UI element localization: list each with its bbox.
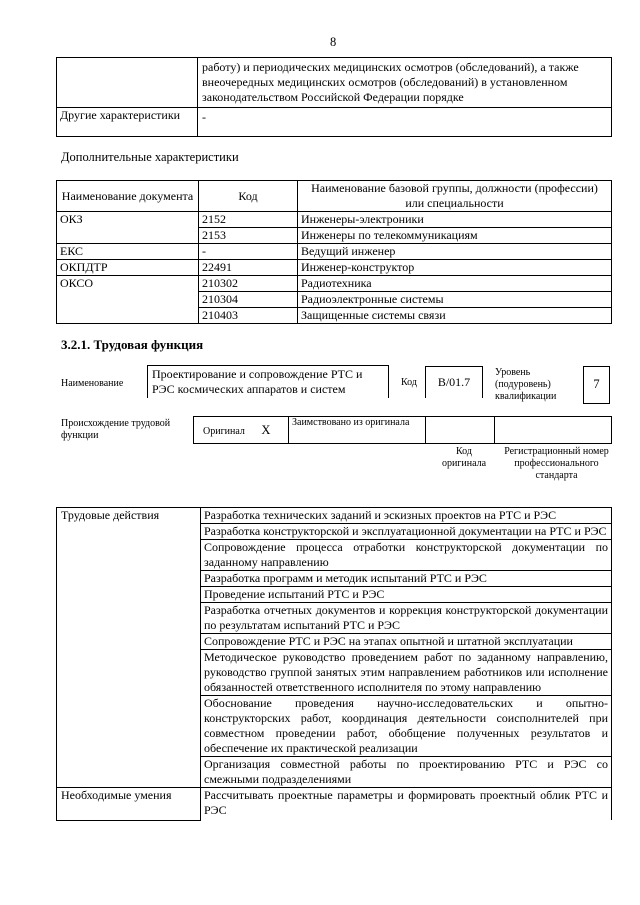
function-heading: 3.2.1. Трудовая функция: [61, 337, 204, 352]
function-name-value: Проектирование и сопровождение РТС и РЭС космических аппаратов и систем: [152, 367, 363, 396]
registration-caption: Регистрационный номер профессионального стандарта: [504, 446, 609, 481]
additional-name: Радиотехника: [298, 276, 612, 292]
additional-doc: [57, 292, 199, 308]
action-item: Разработка технических заданий и эскизных проектов на РТС и РЭС: [201, 508, 612, 524]
origin-table: [193, 416, 612, 444]
level-box: [583, 366, 610, 404]
additional-code: -: [199, 244, 298, 260]
skill-item: Рассчитывать проектные параметры и формировать проектный облик РТС и РЭС: [201, 788, 612, 821]
action-item: Организация совместной работы по проектированию РТС и РЭС со смежными подразделениями: [201, 757, 612, 788]
additional-doc: ОКЗ: [57, 212, 199, 228]
additional-title: Дополнительные характеристики: [61, 150, 239, 164]
additional-doc: ОКСО: [57, 276, 199, 292]
level-value: 7: [593, 377, 600, 391]
additional-header-name: Наименование базовой группы, должности (профессии) или специальности: [298, 181, 612, 212]
action-item: Разработка программ и методик испытаний РТС и РЭС: [201, 571, 612, 587]
page-number: 8: [330, 35, 337, 49]
action-item: Обоснование проведения научно-исследовательских и опытно-конструкторских работ, координация деятельности соисполнителей при совместном проведении работ, обобщение полученных результатов и обеспечение их практической реализации: [201, 696, 612, 757]
additional-name: Ведущий инженер: [298, 244, 612, 260]
actions-table: [56, 507, 612, 821]
additional-table: [56, 180, 612, 324]
function-name-box: [147, 365, 389, 398]
action-item: Разработка конструкторской и эксплуатационной документации на РТС и РЭС: [201, 524, 612, 540]
function-code-value: В/01.7: [437, 375, 471, 389]
original-cell: [194, 417, 289, 444]
additional-code: 2153: [199, 228, 298, 244]
additional-doc: [57, 228, 199, 244]
additional-name: Инженер-конструктор: [298, 260, 612, 276]
action-item: Проведение испытаний РТС и РЭС: [201, 587, 612, 603]
additional-doc: ЕКС: [57, 244, 199, 260]
code-caption: Код оригинала: [441, 446, 487, 469]
action-item: Разработка отчетных документов и коррекция конструкторской документации по результатам испытаний РТС и РЭС: [201, 603, 612, 634]
additional-code: 22491: [199, 260, 298, 276]
additional-name: Радиоэлектронные системы: [298, 292, 612, 308]
additional-doc: ОКПДТР: [57, 260, 199, 276]
top-table-empty-cell: [57, 58, 198, 108]
action-item: Сопровождение РТС и РЭС на этапах опытной и штатной эксплуатации: [201, 634, 612, 650]
additional-header-code: Код: [199, 181, 298, 212]
registration-number-cell: [495, 417, 612, 444]
borrowed-label: Заимствовано из оригинала: [292, 417, 410, 428]
function-code-box: [425, 366, 483, 398]
origin-label: Происхождение трудовой функции: [61, 418, 171, 441]
code-label: Код: [401, 377, 417, 388]
name-label: Наименование: [61, 378, 124, 389]
additional-code: 210304: [199, 292, 298, 308]
additional-doc: [57, 308, 199, 324]
action-item: Методическое руководство проведением работ по заданному направлению, руководство группой занятых этим направлением работников или исполнение обязанностей ответственного исполнителя по этому направлению: [201, 650, 612, 696]
action-item: Сопровождение процесса отработки конструкторской документации по заданному направлению: [201, 540, 612, 571]
additional-code: 210403: [199, 308, 298, 324]
original-mark: X: [261, 422, 271, 437]
additional-name: Инженеры-электроники: [298, 212, 612, 228]
top-table: [56, 57, 612, 137]
other-characteristics-label: Другие характеристики: [57, 108, 198, 137]
original-label: Оригинал: [203, 425, 245, 437]
additional-code: 2152: [199, 212, 298, 228]
borrowed-cell: [289, 417, 426, 444]
top-table-continuation: работу) и периодических медицинских осмотров (обследований), а также внеочередных медицинских осмотров (обследований) в установленном законодательством Российской Федерации порядке: [198, 58, 612, 108]
level-label: Уровень (подуровень) квалификации: [495, 367, 557, 402]
actions-label: Трудовые действия: [57, 508, 201, 788]
additional-code: 210302: [199, 276, 298, 292]
original-code-cell: [426, 417, 495, 444]
additional-header-doc: Наименование документа: [57, 181, 199, 212]
additional-name: Инженеры по телекоммуникациям: [298, 228, 612, 244]
additional-name: Защищенные системы связи: [298, 308, 612, 324]
skills-label: Необходимые умения: [57, 788, 201, 821]
other-characteristics-value: -: [198, 108, 612, 137]
